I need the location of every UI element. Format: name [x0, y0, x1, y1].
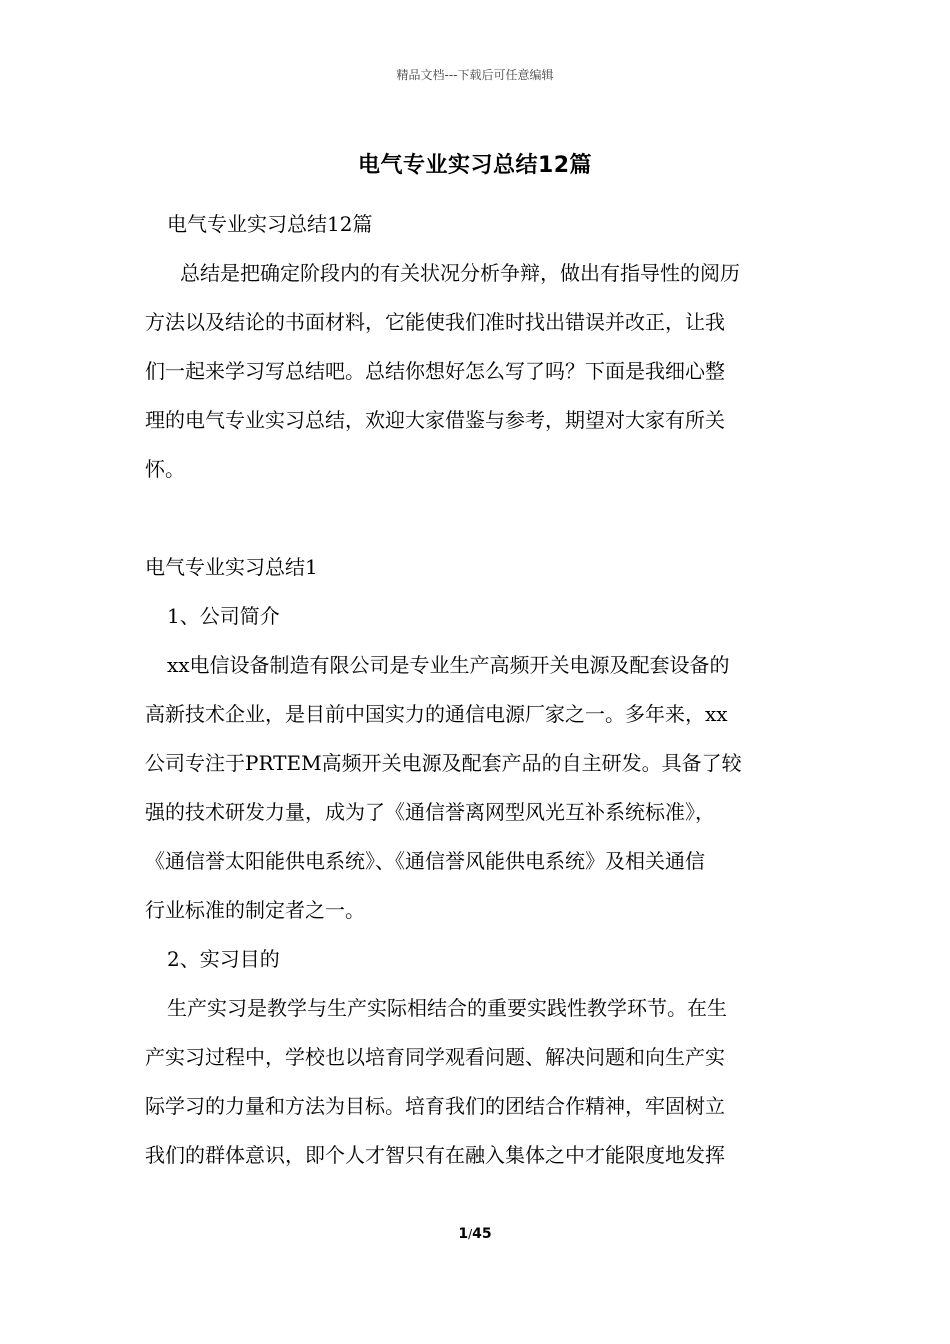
page-separator: / — [468, 1227, 473, 1241]
document-title: 电气专业实习总结12篇 — [357, 153, 593, 178]
document-body — [145, 200, 810, 1180]
company-line-6: 行业标准的制定者之一。 — [145, 898, 365, 922]
page-number — [0, 1226, 950, 1242]
purpose-line-2: 产实习过程中，学校也以培育同学观看问题、解决问题和向生产实 — [145, 1045, 725, 1069]
intro-line-2: 方法以及结论的书面材料，它能使我们准时找出错误并改正，让我 — [145, 310, 725, 334]
intro-line-3: 们一起来学习写总结吧。总结你想好怎么写了吗？下面是我细心整 — [145, 359, 725, 383]
section-heading: 电气专业实习总结1 — [145, 555, 318, 579]
company-line-5: 《通信誉太阳能供电系统》、《通信誉风能供电系统》及相关通信 — [145, 849, 705, 873]
intro-line-4: 理的电气专业实习总结，欢迎大家借鉴与参考，期望对大家有所关 — [145, 408, 725, 432]
company-line-3: 公司专注于PRTEM高频开关电源及配套产品的自主研发。具备了较 — [145, 751, 742, 775]
intro-line-5: 怀。 — [145, 457, 185, 481]
subtitle: 电气专业实习总结12篇 — [167, 212, 373, 236]
purpose-line-3: 际学习的力量和方法为目标。培育我们的团结合作精神，牢固树立 — [145, 1094, 725, 1118]
intro-line-1: 总结是把确定阶段内的有关状况分析争辩，做出有指导性的阅历 — [180, 261, 740, 285]
subheading-purpose: 2、实习目的 — [167, 947, 280, 971]
company-line-1: xx电信设备制造有限公司是专业生产高频开关电源及配套设备的 — [167, 653, 730, 677]
paragraph-gap — [145, 494, 810, 543]
page-current: 1 — [458, 1226, 469, 1242]
page-header: 精品文档---下载后可任意编辑 — [396, 68, 554, 82]
company-line-2: 高新技术企业，是目前中国实力的通信电源厂家之一。多年来，xx — [145, 702, 728, 726]
purpose-line-4: 我们的群体意识，即个人才智只有在融入集体之中才能限度地发挥 — [145, 1143, 725, 1167]
company-line-4: 强的技术研发力量，成为了《通信誉离网型风光互补系统标准》， — [145, 800, 715, 824]
subheading-company: 1、公司简介 — [167, 604, 280, 628]
page-total: 45 — [472, 1226, 492, 1242]
purpose-line-1: 生产实习是教学与生产实际相结合的重要实践性教学环节。在生 — [167, 996, 727, 1020]
